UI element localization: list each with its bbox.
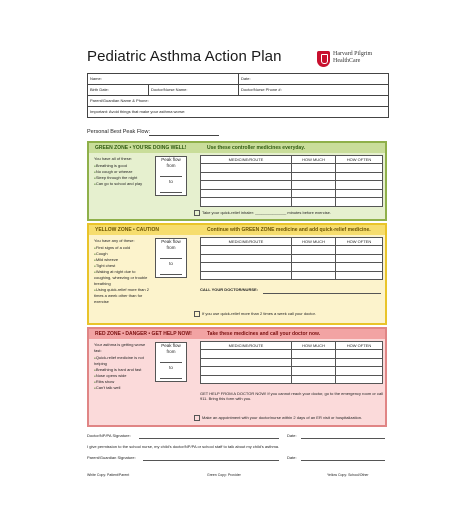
col-how-often: HOW OFTEN xyxy=(336,156,383,164)
peak-to-label: to xyxy=(169,365,173,370)
yellow-peak-flow-box[interactable] xyxy=(155,238,187,278)
doctor-date-field[interactable] xyxy=(301,438,385,439)
peak-from-field[interactable] xyxy=(160,357,182,363)
yellow-zone-header xyxy=(89,225,385,235)
col-medicine: MEDICINE/ROUTE xyxy=(201,342,292,350)
birth-row[interactable] xyxy=(88,85,388,96)
yellow-zone-title: YELLOW ZONE • CAUTION xyxy=(95,227,159,233)
guardian-date-field[interactable] xyxy=(301,460,385,461)
checkbox[interactable] xyxy=(194,210,200,216)
table-row[interactable] xyxy=(201,271,383,280)
peak-to-field[interactable] xyxy=(160,373,182,379)
guardian-label: Parent/Guardian Name & Phone: xyxy=(90,98,149,103)
table-row[interactable] xyxy=(201,172,383,181)
name-row[interactable] xyxy=(88,74,388,85)
yellow-med-table xyxy=(200,237,383,280)
yellow-symptom: ● Tight chest xyxy=(94,263,152,269)
logo-line2: HealthCare xyxy=(333,58,361,64)
peak-flow-label: Peak flow xyxy=(161,157,181,162)
doctor-signature-field[interactable] xyxy=(139,438,279,439)
red-symptom: ● Can't talk well xyxy=(94,385,152,391)
checkbox[interactable] xyxy=(194,311,200,317)
table-row[interactable] xyxy=(201,263,383,272)
birth-date-label: Birth Date: xyxy=(90,87,109,92)
call-doctor-field[interactable] xyxy=(263,293,381,294)
shield-icon xyxy=(317,51,330,67)
yellow-zone-message: Continue with GREEN ZONE medicine and add quick-relief medicine. xyxy=(207,227,371,233)
peak-to-label: to xyxy=(169,179,173,184)
col-how-often: HOW OFTEN xyxy=(336,342,383,350)
red-zone-header xyxy=(89,329,385,339)
col-how-much: HOW MUCH xyxy=(292,238,336,246)
name-label: Name: xyxy=(90,76,102,81)
col-medicine: MEDICINE/ROUTE xyxy=(201,156,292,164)
green-symptoms xyxy=(94,156,152,187)
table-row[interactable] xyxy=(201,358,383,367)
yellow-symptom: ● Using quick-relief more than 2 times a week other than for exercise xyxy=(94,287,152,305)
red-symptom: ● Quick-relief medicine is not helping xyxy=(94,355,152,367)
table-row[interactable] xyxy=(201,367,383,376)
peak-from-field[interactable] xyxy=(160,171,182,177)
red-symptom: ● Nose opens wide xyxy=(94,373,152,379)
table-row[interactable] xyxy=(201,350,383,359)
peak-to-label: to xyxy=(169,261,173,266)
green-med-table xyxy=(200,155,383,207)
table-row[interactable] xyxy=(201,164,383,173)
green-copy-label: Green Copy: Provider xyxy=(207,473,241,477)
guardian-row[interactable] xyxy=(88,96,388,107)
col-how-often: HOW OFTEN xyxy=(336,238,383,246)
yellow-call-label: CALL YOUR DOCTOR/NURSE: xyxy=(200,287,259,292)
peak-to-field[interactable] xyxy=(160,187,182,193)
action-plan-sheet xyxy=(87,45,387,495)
red-zone-title: RED ZONE • DANGER • GET HELP NOW! xyxy=(95,331,192,337)
peak-from-field[interactable] xyxy=(160,253,182,259)
doctor-signature-label: Doctor/NP/PA Signature: xyxy=(87,433,131,438)
doctor-phone-label[interactable]: Doctor/Nurse Phone #: xyxy=(238,85,282,95)
yellow-symptom: ● Waking at night due to coughing, wheezing or trouble breathing xyxy=(94,269,152,287)
red-intro: Your asthma is getting worse fast: xyxy=(94,342,146,353)
red-symptom: ● Breathing is hard and fast xyxy=(94,367,152,373)
green-symptom: ● Can go to school and play xyxy=(94,181,152,187)
yellow-symptom: ● Mild wheeze xyxy=(94,257,152,263)
table-row[interactable] xyxy=(201,246,383,255)
peak-from-label: from xyxy=(166,349,176,354)
guardian-signature-label: Parent/Guardian Signature: xyxy=(87,455,136,460)
header-fields xyxy=(87,73,389,118)
yellow-symptoms xyxy=(94,238,152,305)
table-row[interactable] xyxy=(201,198,383,207)
peak-flow-label: Peak flow xyxy=(161,343,181,348)
peak-from-label: from xyxy=(166,163,176,168)
green-symptom: ● No cough or wheeze xyxy=(94,169,152,175)
doctor-date-label: Date: xyxy=(287,433,297,438)
green-note: Take your quick-relief inhaler: ______________ minutes before exercise. xyxy=(194,210,331,216)
logo-line1: Harvard Pilgrim xyxy=(333,51,373,57)
red-symptoms xyxy=(94,342,152,391)
date-label[interactable]: Date: xyxy=(238,74,251,84)
personal-best-field[interactable] xyxy=(149,135,219,136)
red-med-table xyxy=(200,341,383,384)
harvard-pilgrim-logo xyxy=(317,51,387,71)
red-symptom: ● Ribs show xyxy=(94,379,152,385)
checkbox[interactable] xyxy=(194,415,200,421)
red-zone xyxy=(87,327,387,427)
yellow-symptom: ● First signs of a cold xyxy=(94,245,152,251)
peak-flow-label: Peak flow xyxy=(161,239,181,244)
green-peak-flow-box[interactable] xyxy=(155,156,187,196)
personal-best-label: Personal Best Peak Flow: xyxy=(87,129,150,135)
green-symptom: ● Breathing is good xyxy=(94,163,152,169)
important-row[interactable] xyxy=(88,107,388,117)
col-how-much: HOW MUCH xyxy=(292,342,336,350)
peak-to-field[interactable] xyxy=(160,269,182,275)
yellow-zone xyxy=(87,223,387,325)
guardian-signature-field[interactable] xyxy=(143,460,279,461)
green-zone xyxy=(87,141,387,221)
green-symptom: ● Sleep through the night xyxy=(94,175,152,181)
red-help-text: GET HELP FROM A DOCTOR NOW! If you cannot reach your doctor, go to the emergency room or call 911. Bring this form with you. xyxy=(200,391,383,401)
important-label: Important: Avoid things that make your asthma worse: xyxy=(90,109,186,114)
red-peak-flow-box[interactable] xyxy=(155,342,187,382)
red-zone-message: Take these medicines and call your doctor now. xyxy=(207,331,321,337)
peak-from-label: from xyxy=(166,245,176,250)
yellow-intro: You have any of these: xyxy=(94,238,135,243)
guardian-date-label: Date: xyxy=(287,455,297,460)
green-zone-message: Use these controller medicines everyday. xyxy=(207,145,306,151)
table-row[interactable] xyxy=(201,375,383,384)
yellow-copy-label: Yellow Copy: School/Other xyxy=(327,473,369,477)
doctor-name-label[interactable]: Doctor/Nurse Name: xyxy=(148,85,187,95)
table-row[interactable] xyxy=(201,181,383,190)
red-note: Make an appointment with your doctor/nurse within 2 days of an ER visit or hospitalization. xyxy=(194,415,362,421)
yellow-note: If you use quick-relief more than 2 times a week call your doctor. xyxy=(194,311,316,317)
table-row[interactable] xyxy=(201,254,383,263)
yellow-symptom: ● Cough xyxy=(94,251,152,257)
green-intro: You have all of these: xyxy=(94,156,133,161)
col-how-much: HOW MUCH xyxy=(292,156,336,164)
table-row[interactable] xyxy=(201,189,383,198)
permission-text: I give permission to the school nurse, my child's doctor/NP/PA or school staff to talk about my child's asthma. xyxy=(87,444,280,449)
green-zone-title: GREEN ZONE • YOU'RE DOING WELL! xyxy=(95,145,187,151)
white-copy-label: White Copy: Patient/Parent xyxy=(87,473,130,477)
col-medicine: MEDICINE/ROUTE xyxy=(201,238,292,246)
green-zone-header xyxy=(89,143,385,153)
page-title: Pediatric Asthma Action Plan xyxy=(87,48,282,65)
